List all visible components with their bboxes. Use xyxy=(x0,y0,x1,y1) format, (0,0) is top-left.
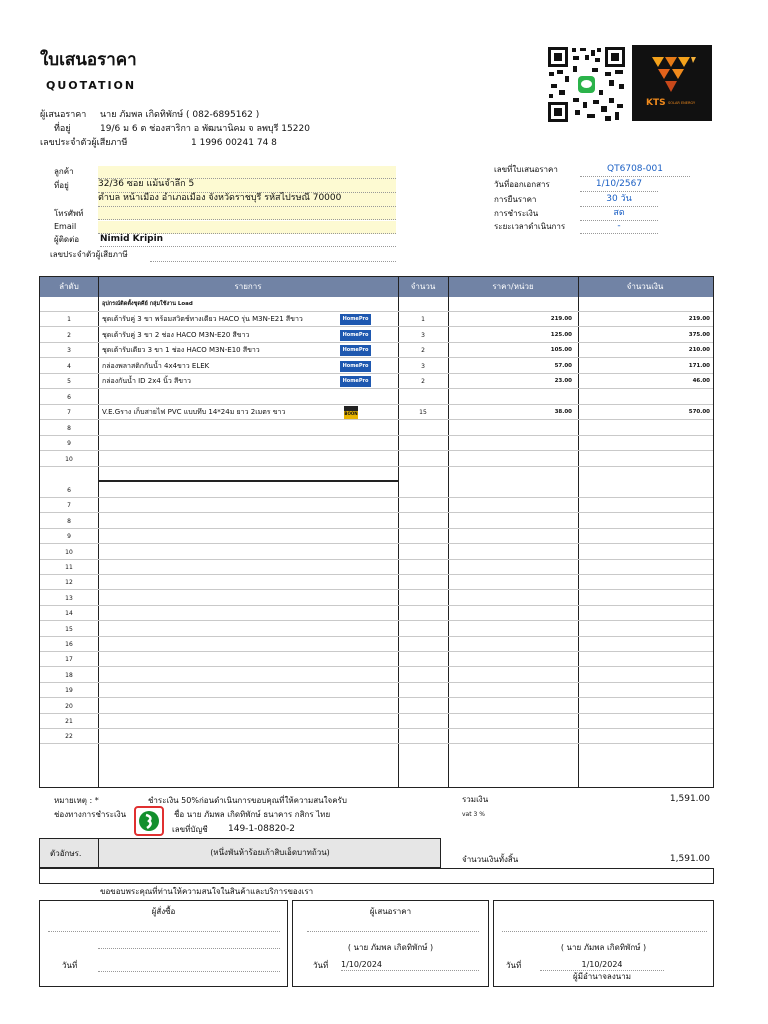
row-no: 6 xyxy=(67,393,71,401)
seller-sign-date: 1/10/2024 xyxy=(341,960,479,971)
approver-name: ( นาย ภัมพล เกิดทิพักษ์ ) xyxy=(560,943,647,952)
duration-label: ระยะเวลาดำเนินการ xyxy=(494,222,566,231)
customer-tax-field xyxy=(150,249,396,262)
row-no: 21 xyxy=(65,718,73,725)
row-unit-price: 105.00 xyxy=(550,347,572,353)
table-row xyxy=(40,390,713,405)
grand-total: 1,591.00 xyxy=(669,854,710,864)
row-no: 9 xyxy=(67,533,71,541)
account-name: ชื่อ นาย ภัมพล เกิดทิพักษ์ ธนาคาร กสิกร ไทย xyxy=(174,810,331,819)
table-row xyxy=(40,421,713,436)
row-no: 14 xyxy=(65,610,73,618)
row-amount: 46.00 xyxy=(692,378,710,384)
seller-tax-label: เลขประจำตัวผู้เสียภาษี xyxy=(40,138,128,148)
seller-sign-name: ( นาย ภัมพล เกิดทิพักษ์ ) xyxy=(347,943,434,952)
table-row xyxy=(40,622,713,637)
table-row xyxy=(40,591,713,606)
subtotal: 1,591.00 xyxy=(669,794,710,804)
approver-date-label: วันที่ xyxy=(506,961,522,970)
boonthavorn-logo-icon: BOON xyxy=(344,406,358,419)
table-row xyxy=(40,498,713,513)
row-unit-price: 23.00 xyxy=(554,378,572,384)
row-description: ชุดเต้ารับคู่ 3 ขา พร้อมสวิตช์ทางเดียว HACO รุ่น M3N-E21 สีขาว xyxy=(102,315,303,323)
row-description: V.E.Gราง เก็บสายไฟ PVC แบบทึบ 14*24ม ยาว 2เมตร ขาว xyxy=(102,408,286,416)
seller-address-label: ที่อยู่ xyxy=(54,124,71,134)
row-amount: 219.00 xyxy=(688,316,710,322)
buyer-title: ผู้สั่งซื้อ xyxy=(151,907,176,916)
kbank-logo-icon xyxy=(134,806,164,836)
row-unit-price: 219.00 xyxy=(550,316,572,322)
duration: - xyxy=(580,221,658,234)
homepro-logo-icon: HomePro xyxy=(340,345,371,356)
row-no: 3 xyxy=(67,347,71,354)
qr-code xyxy=(547,46,626,123)
page-title: ใบเสนอราคา xyxy=(40,50,137,70)
customer-contact-label: ผู้ติดต่อ xyxy=(54,235,80,244)
row-no: 19 xyxy=(65,687,73,695)
table-row xyxy=(40,606,713,621)
table-row xyxy=(40,405,713,420)
row-no: 10 xyxy=(65,548,73,556)
row-no: 2 xyxy=(67,331,71,339)
table-row xyxy=(40,359,713,374)
row-no: 5 xyxy=(67,378,71,385)
customer-address-label: ที่อยู่ xyxy=(54,181,69,190)
brand-subtitle: SOLAR ENERGY xyxy=(668,101,696,105)
thanks-note: ขอขอบพระคุณที่ท่านให้ความสนใจในสินค้าและบริการของเรา xyxy=(100,887,314,896)
spacer-bar xyxy=(39,869,714,884)
row-no: 11 xyxy=(65,564,73,571)
seller-tax-id: 1 1996 00241 74 8 xyxy=(191,138,277,148)
buyer-date-line xyxy=(98,971,280,972)
table-row xyxy=(40,683,713,698)
quote-no: QT6708-001 xyxy=(580,164,690,177)
table-row xyxy=(40,328,713,343)
row-no: 10 xyxy=(65,455,73,463)
table-row xyxy=(40,374,713,389)
row-qty: 2 xyxy=(421,347,425,354)
row-amount: 570.00 xyxy=(688,409,710,415)
row-no: 17 xyxy=(65,656,73,664)
row-no: 8 xyxy=(67,424,71,432)
approver-sign-line xyxy=(502,931,707,932)
row-amount: 210.00 xyxy=(688,347,710,353)
row-amount: 375.00 xyxy=(688,331,710,338)
amount-in-words: (หนึ่งพันห้าร้อยเก้าสิบเอ็ดบาทถ้วน) xyxy=(210,848,330,857)
table-row xyxy=(40,575,713,590)
section-title: อุปกรณ์ติดตั้งชุดคีย์ กลุ่มใช้งาน Load xyxy=(102,301,193,307)
approver-signature-box xyxy=(493,900,714,987)
table-row xyxy=(40,483,713,498)
customer-phone-field xyxy=(98,207,396,220)
grand-total-label: จำนวนเงินทั้งสิ้น xyxy=(462,855,519,864)
customer-phone-label: โทรศัพท์ xyxy=(54,209,84,218)
row-unit-price: 38.00 xyxy=(554,409,572,415)
row-no: 7 xyxy=(67,502,71,510)
buyer-date-label: วันที่ xyxy=(62,961,78,970)
issue-date-label: วันที่ออกเอกสาร xyxy=(494,180,550,189)
row-no: 8 xyxy=(67,517,71,525)
amount-in-words-box xyxy=(39,838,441,868)
row-no: 13 xyxy=(65,594,73,602)
vat-label: vat 3 % xyxy=(462,811,485,818)
row-description: กล่องกันน้ำ ID 2x4 นิ้ว สีขาว xyxy=(102,377,191,385)
customer-tax-label: เลขประจำตัวผู้เสียภาษี xyxy=(50,250,128,259)
table-row xyxy=(40,529,713,544)
customer-email-label: Email xyxy=(54,222,77,231)
approver-date: 1/10/2024 xyxy=(540,960,664,971)
account-no: 149-1-08820-2 xyxy=(228,824,296,834)
payment: สด xyxy=(580,208,658,221)
seller-signature-box xyxy=(292,900,489,987)
row-qty: 3 xyxy=(421,331,425,339)
table-row xyxy=(40,714,713,729)
seller-sign-title: ผู้เสนอราคา xyxy=(369,907,412,916)
table-row xyxy=(40,312,713,327)
col-header-description: รายการ xyxy=(234,282,262,291)
table-row xyxy=(40,514,713,529)
col-header-qty: จำนวน xyxy=(410,282,436,291)
col-header-unit-price: ราคา/หน่วย xyxy=(492,282,534,291)
validity-label: การยืนราคา xyxy=(494,195,537,204)
items-table xyxy=(39,276,714,788)
account-no-label: เลขที่บัญชี xyxy=(172,825,208,834)
brand-name: KTS xyxy=(646,98,666,108)
table-header xyxy=(40,277,713,297)
customer-address-line2: ตำบล หน้าเมือง อำเภอเมือง จังหวัดราชบุรี รหัสไปรษณี 70000 xyxy=(98,193,396,207)
issue-date: 1/10/2567 xyxy=(580,179,658,192)
row-qty: 2 xyxy=(421,378,425,385)
row-no: 1 xyxy=(67,316,71,323)
homepro-logo-icon: HomePro xyxy=(340,376,371,387)
note-text: ชำระเงิน 50%ก่อนดำเนินการขอบคุณที่ให้ความสนใจครับ xyxy=(148,796,347,805)
seller-sign-line xyxy=(307,931,479,932)
note-label: หมายเหตุ : * xyxy=(54,796,99,805)
table-row xyxy=(40,637,713,652)
row-description: ชุดเต้ารับเดียว 3 ขา 1 ช่อง HACO M3N-E10 สีขาว xyxy=(102,346,260,354)
customer-address-line1: 32/36 ซอย แม้นจำลึก 5 xyxy=(98,179,396,193)
payment-label: การชำระเงิน xyxy=(494,209,539,218)
payment-channel-label: ช่องทางการชำระเงิน xyxy=(54,810,127,819)
row-no: 7 xyxy=(67,409,71,416)
words-label: ตัวอักษร. xyxy=(50,849,82,858)
table-row xyxy=(40,668,713,683)
row-qty: 1 xyxy=(421,316,425,323)
row-no: 22 xyxy=(65,733,73,741)
table-row xyxy=(40,652,713,667)
row-qty: 15 xyxy=(419,409,427,416)
col-header-amount: จำนวนเงิน xyxy=(626,282,664,291)
quote-no-label: เลขที่ใบเสนอราคา xyxy=(494,165,558,174)
row-no: 4 xyxy=(67,362,71,370)
homepro-logo-icon: HomePro xyxy=(340,330,371,341)
validity: 30 วัน xyxy=(580,194,658,207)
col-header-no: ลำดับ xyxy=(59,282,79,291)
row-no: 15 xyxy=(65,625,73,633)
customer-label: ลูกค้า xyxy=(54,167,74,176)
row-description: กล่องพลาสติกกันน้ำ 4x4ขาว ELEK xyxy=(102,361,210,370)
row-unit-price: 57.00 xyxy=(554,362,572,369)
row-no: 12 xyxy=(65,579,73,587)
table-row xyxy=(40,545,713,560)
row-no: 18 xyxy=(65,671,73,679)
seller-date-label: วันที่ xyxy=(313,961,329,970)
table-row xyxy=(40,343,713,358)
row-no: 6 xyxy=(67,487,71,494)
seller-address: 19/6 ม 6 ต ช่องสาริกา อ พัฒนานิคม จ ลพบุรี 15220 xyxy=(100,124,310,134)
section-title-row xyxy=(40,297,713,312)
row-unit-price: 125.00 xyxy=(550,331,572,338)
seller-name: นาย ภัมพล เกิดทิพักษ์ ( 082-6895162 ) xyxy=(100,110,260,120)
row-description: ชุดเต้ารับคู่ 3 ขา 2 ช่อง HACO M3N-E20 สีขาว xyxy=(102,330,250,339)
buyer-name-line xyxy=(98,948,280,949)
table-row xyxy=(40,436,713,451)
page-subtitle: QUOTATION xyxy=(46,79,137,92)
row-no: 20 xyxy=(65,702,73,710)
customer-contact: Nimid Kripin xyxy=(100,234,396,247)
table-row xyxy=(40,452,713,467)
row-qty: 3 xyxy=(421,362,425,370)
customer-name-field xyxy=(98,166,396,179)
homepro-logo-icon: HomePro xyxy=(340,361,371,372)
row-no: 16 xyxy=(65,641,73,648)
approver-title: ผู้มีอำนาจลงนาม xyxy=(573,972,631,981)
buyer-signature-box xyxy=(39,900,288,987)
subtotal-label: รวมเงิน xyxy=(462,795,489,804)
row-no: 9 xyxy=(67,440,71,447)
customer-email-field xyxy=(98,221,396,234)
company-logo xyxy=(632,45,712,121)
seller-name-label: ผู้เสนอราคา xyxy=(40,110,87,120)
table-row xyxy=(40,729,713,744)
buyer-sign-line xyxy=(48,931,280,932)
homepro-logo-icon: HomePro xyxy=(340,314,371,325)
section-divider xyxy=(98,480,398,482)
table-row xyxy=(40,699,713,714)
table-row xyxy=(40,560,713,575)
row-amount: 171.00 xyxy=(688,362,710,369)
